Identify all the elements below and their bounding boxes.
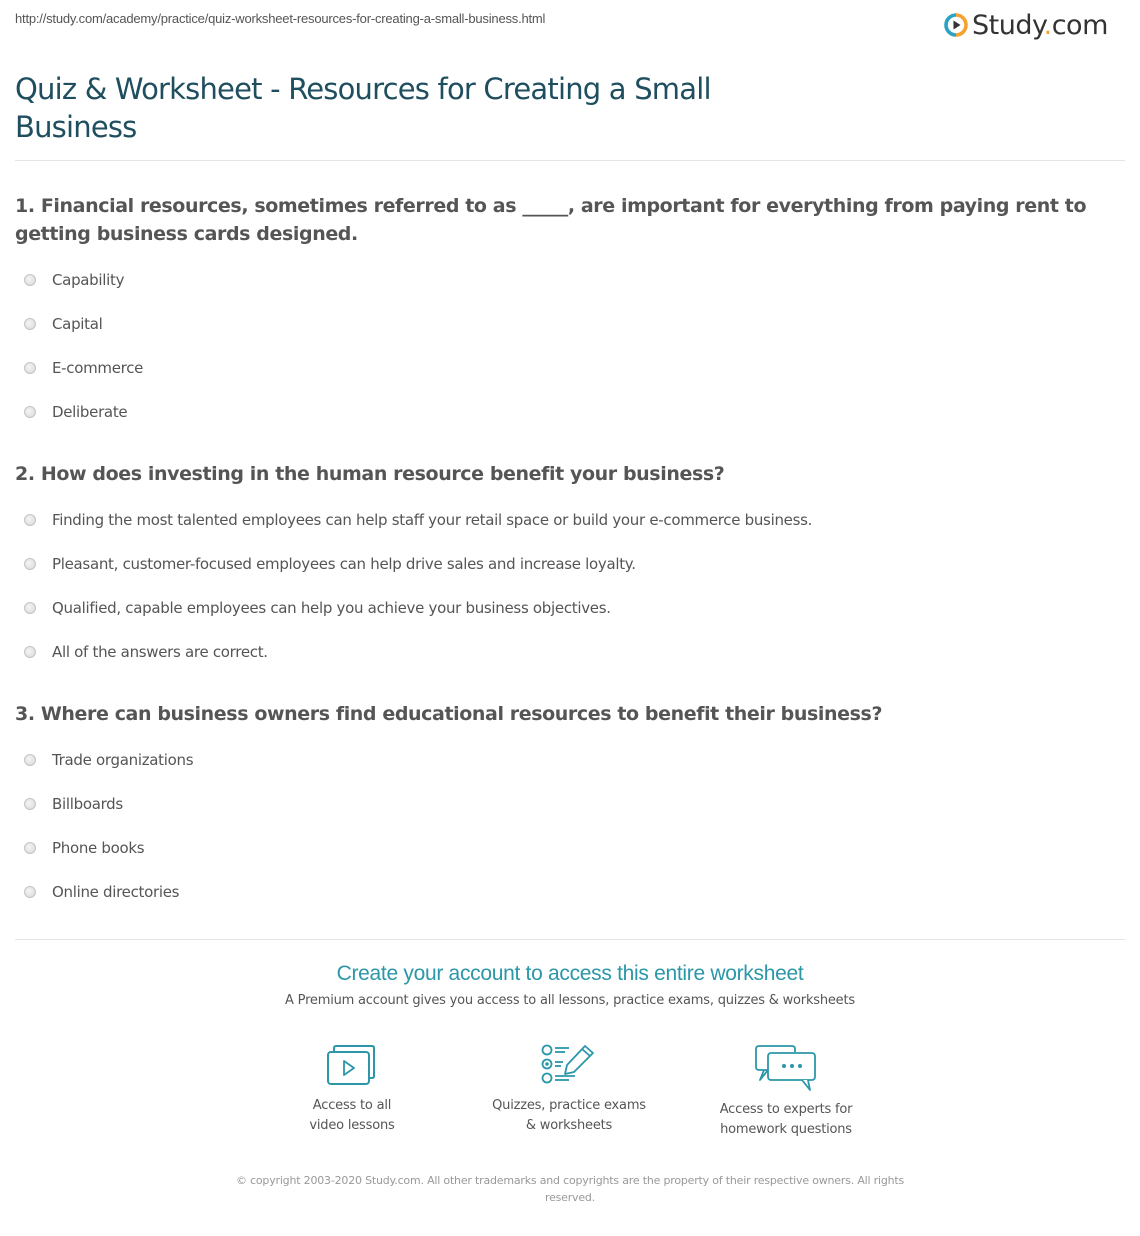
answer-label[interactable]: Online directories [52, 883, 180, 901]
page-title: Quiz & Worksheet - Resources for Creating a Small Business [15, 72, 711, 144]
header-divider [15, 160, 1125, 161]
answer-option[interactable] [15, 258, 1125, 302]
radio-button[interactable] [24, 274, 36, 286]
radio-button[interactable] [24, 406, 36, 418]
radio-button[interactable] [24, 514, 36, 526]
radio-button[interactable] [24, 798, 36, 810]
radio-button[interactable] [24, 646, 36, 658]
feature-experts [686, 1044, 886, 1140]
study-logo[interactable] [944, 8, 1108, 42]
feature-quizzes [469, 1044, 669, 1136]
radio-button[interactable] [24, 754, 36, 766]
create-account-link[interactable]: Create your account to access this entire worksheet [336, 962, 804, 985]
answer-option[interactable] [15, 302, 1125, 346]
answer-label[interactable]: All of the answers are correct. [52, 643, 268, 661]
answer-option[interactable] [15, 826, 1125, 870]
play-circle-icon [944, 13, 968, 37]
question-2 [15, 460, 1125, 674]
answer-label[interactable]: Trade organizations [52, 751, 194, 769]
answer-label[interactable]: Billboards [52, 795, 123, 813]
radio-button[interactable] [24, 602, 36, 614]
answer-option[interactable] [15, 630, 1125, 674]
answer-label[interactable]: Capital [52, 315, 103, 333]
answer-label[interactable]: Capability [52, 271, 125, 289]
answer-option[interactable] [15, 870, 1125, 914]
answer-label[interactable]: E-commerce [52, 359, 144, 377]
question-3 [15, 700, 1125, 914]
feature-label: Access to all video lessons [309, 1098, 395, 1133]
feature-label: Quizzes, practice exams & worksheets [492, 1098, 646, 1133]
logo-text: Study.com [972, 9, 1108, 41]
answer-label[interactable]: Phone books [52, 839, 145, 857]
answer-label[interactable]: Deliberate [52, 403, 128, 421]
page-url: http://study.com/academy/practice/quiz-worksheet-resources-for-creating-a-small-business.html [15, 11, 546, 26]
answer-option[interactable] [15, 586, 1125, 630]
answer-label[interactable]: Finding the most talented employees can help staff your retail space or build your e-commerce business. [52, 511, 813, 529]
answer-option[interactable] [15, 346, 1125, 390]
answer-option[interactable] [15, 738, 1125, 782]
radio-button[interactable] [24, 558, 36, 570]
question-text: 1. Financial resources, sometimes referred to as _____, are important for everything from paying rent to getting business cards designed. [15, 195, 1087, 245]
copyright-notice: © copyright 2003-2020 Study.com. All other trademarks and copyrights are the property of their respective owners. All rights reserved. [235, 1174, 905, 1204]
cta-subtitle: A Premium account gives you access to all lessons, practice exams, quizzes & worksheets [285, 993, 855, 1008]
answer-option[interactable] [15, 498, 1125, 542]
question-1 [15, 192, 1125, 434]
chat-bubbles-icon [754, 1044, 818, 1092]
radio-button[interactable] [24, 886, 36, 898]
radio-button[interactable] [24, 842, 36, 854]
answer-option[interactable] [15, 542, 1125, 586]
feature-label: Access to experts for homework questions [719, 1102, 853, 1137]
quiz-checklist-icon [541, 1044, 597, 1088]
content-divider [15, 939, 1125, 940]
question-text: 3. Where can business owners find educational resources to benefit their business? [15, 703, 883, 725]
video-lessons-icon [326, 1044, 378, 1088]
answer-option[interactable] [15, 390, 1125, 434]
answer-option[interactable] [15, 782, 1125, 826]
radio-button[interactable] [24, 318, 36, 330]
answer-label[interactable]: Pleasant, customer-focused employees can help drive sales and increase loyalty. [52, 555, 636, 573]
question-text: 2. How does investing in the human resource benefit your business? [15, 463, 725, 485]
radio-button[interactable] [24, 362, 36, 374]
answer-label[interactable]: Qualified, capable employees can help you achieve your business objectives. [52, 599, 611, 617]
feature-video-lessons [252, 1044, 452, 1136]
